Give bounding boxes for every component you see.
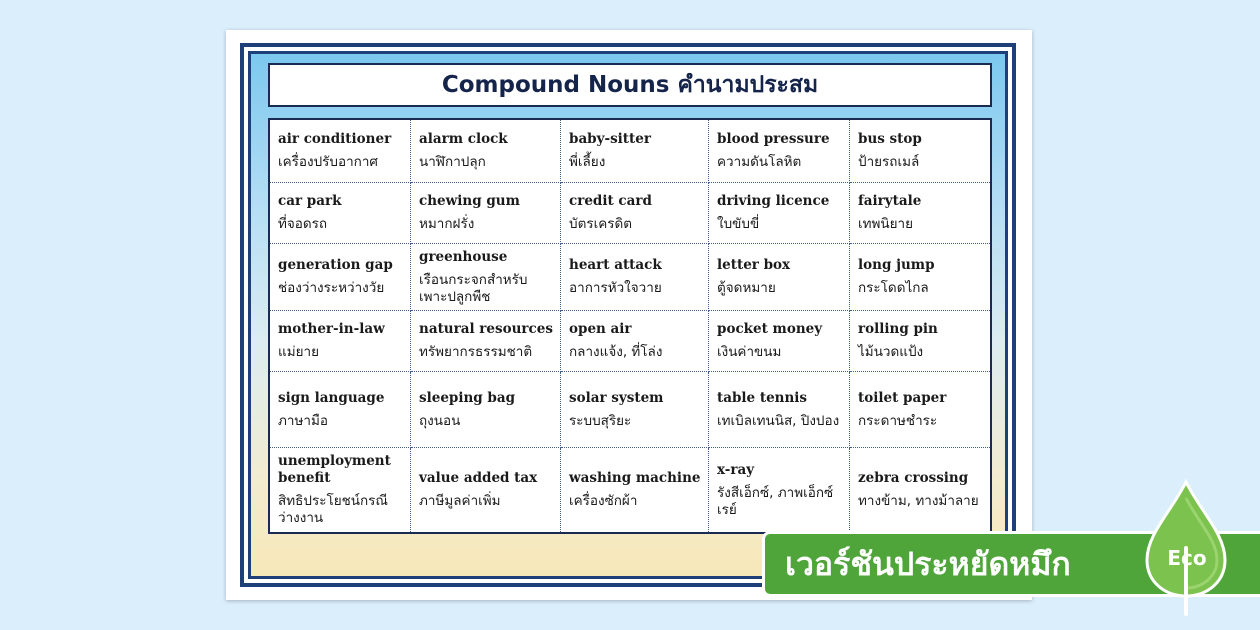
thai-translation: หมากฝรั่ง <box>419 216 475 232</box>
vocab-cell <box>270 183 411 244</box>
english-term: greenhouse <box>419 248 508 265</box>
vocab-cell <box>561 372 709 448</box>
vocab-cell <box>850 120 990 183</box>
vocab-cell <box>850 183 990 244</box>
english-term: bus stop <box>858 131 922 147</box>
thai-translation: เทพนิยาย <box>858 216 914 232</box>
vocab-cell <box>850 372 990 448</box>
english-term: long jump <box>858 257 935 273</box>
thai-translation: ช่องว่างระหว่างวัย <box>278 280 385 296</box>
thai-translation: รังสีเอ็กซ์, ภาพเอ็กซ์เรย์ <box>717 484 834 518</box>
vocab-cell <box>411 244 561 311</box>
thai-translation: ภาษามือ <box>278 412 328 429</box>
english-term: car park <box>278 193 342 209</box>
thai-translation: ไม้นวดแป้ง <box>858 344 924 360</box>
english-term: generation gap <box>278 257 393 273</box>
thai-translation: เทเบิลเทนนิส, ปิงปอง <box>717 412 840 429</box>
english-term: mother-in-law <box>278 321 385 337</box>
vocab-cell <box>561 448 709 532</box>
vocab-cell <box>561 244 709 311</box>
thai-translation: เรือนกระจกสำหรับเพาะปลูกพืช <box>419 271 528 305</box>
vocab-cell <box>561 183 709 244</box>
vocabulary-table <box>268 118 992 534</box>
english-term: pocket money <box>717 321 823 337</box>
vocab-cell <box>850 311 990 372</box>
eco-version-label: เวอร์ชันประหยัดหมึก <box>785 544 1071 583</box>
vocab-cell <box>561 311 709 372</box>
worksheet-page <box>226 30 1032 600</box>
vocab-cell <box>709 372 850 448</box>
vocab-cell <box>411 183 561 244</box>
thai-translation: กระโดดไกล <box>858 280 929 296</box>
english-term: x-ray <box>717 461 755 478</box>
english-term: baby-sitter <box>569 131 651 147</box>
thai-translation: ใบขับขี่ <box>717 216 760 232</box>
english-term: rolling pin <box>858 321 938 337</box>
thai-translation: ทางข้าม, ทางม้าลาย <box>858 493 979 509</box>
english-term: zebra crossing <box>858 470 969 486</box>
english-term: solar system <box>569 389 664 406</box>
english-term: table tennis <box>717 389 808 406</box>
vocab-cell <box>411 372 561 448</box>
vocab-cell <box>850 244 990 311</box>
thai-translation: เครื่องซักผ้า <box>569 493 638 509</box>
vocab-cell <box>411 120 561 183</box>
thai-translation: ที่จอดรถ <box>278 216 328 232</box>
thai-translation: ถุงนอน <box>419 412 461 429</box>
vocab-cell <box>411 311 561 372</box>
english-term: blood pressure <box>717 131 830 147</box>
thai-translation: พี่เลี้ยง <box>569 154 606 170</box>
vocab-cell <box>270 311 411 372</box>
vocab-cell <box>411 448 561 532</box>
english-term: sign language <box>278 389 385 406</box>
english-term: value added tax <box>419 470 538 486</box>
vocab-cell <box>270 244 411 311</box>
english-term: toilet paper <box>858 389 947 406</box>
vocab-cell <box>709 183 850 244</box>
thai-translation: บัตรเครดิต <box>569 216 633 232</box>
vocab-cell <box>561 120 709 183</box>
english-term: open air <box>569 321 632 337</box>
thai-translation: ระบบสุริยะ <box>569 412 632 429</box>
vocab-cell <box>709 311 850 372</box>
thai-translation: ความดันโลหิต <box>717 154 802 170</box>
thai-translation: เงินค่าขนม <box>717 344 782 360</box>
english-term: fairytale <box>858 193 922 209</box>
english-term: letter box <box>717 257 791 273</box>
page-title: Compound Nouns คำนามประสม <box>268 63 992 107</box>
thai-translation: กระดาษชำระ <box>858 412 938 429</box>
vocab-cell <box>709 120 850 183</box>
thai-translation: แม่ยาย <box>278 344 320 360</box>
thai-translation: เครื่องปรับอากาศ <box>278 154 378 170</box>
eco-badge-label: Eco <box>1167 546 1207 570</box>
english-term: sleeping bag <box>419 389 516 406</box>
english-term: unemployment benefit <box>278 453 391 486</box>
english-term: washing machine <box>569 470 701 486</box>
vocab-cell <box>709 244 850 311</box>
english-term: driving licence <box>717 193 830 209</box>
vocab-cell <box>270 372 411 448</box>
english-term: air conditioner <box>278 131 392 147</box>
english-term: alarm clock <box>419 131 508 147</box>
thai-translation: ภาษีมูลค่าเพิ่ม <box>419 493 501 509</box>
english-term: chewing gum <box>419 193 520 209</box>
english-term: credit card <box>569 193 652 209</box>
english-term: heart attack <box>569 257 662 273</box>
thai-translation: ป้ายรถเมล์ <box>858 154 920 170</box>
vocab-cell <box>850 448 990 532</box>
vocab-cell <box>270 448 411 532</box>
thai-translation: ตู้จดหมาย <box>717 280 776 296</box>
vocab-cell <box>270 120 411 183</box>
thai-translation: กลางแจ้ง, ที่โล่ง <box>569 344 663 360</box>
thai-translation: ทรัพยากรธรรมชาติ <box>419 344 533 360</box>
english-term: natural resources <box>419 321 553 337</box>
thai-translation: นาฬิกาปลุก <box>419 154 486 170</box>
thai-translation: อาการหัวใจวาย <box>569 280 662 296</box>
thai-translation: สิทธิประโยชน์กรณีว่างงาน <box>278 493 388 526</box>
vocab-cell <box>709 448 850 532</box>
